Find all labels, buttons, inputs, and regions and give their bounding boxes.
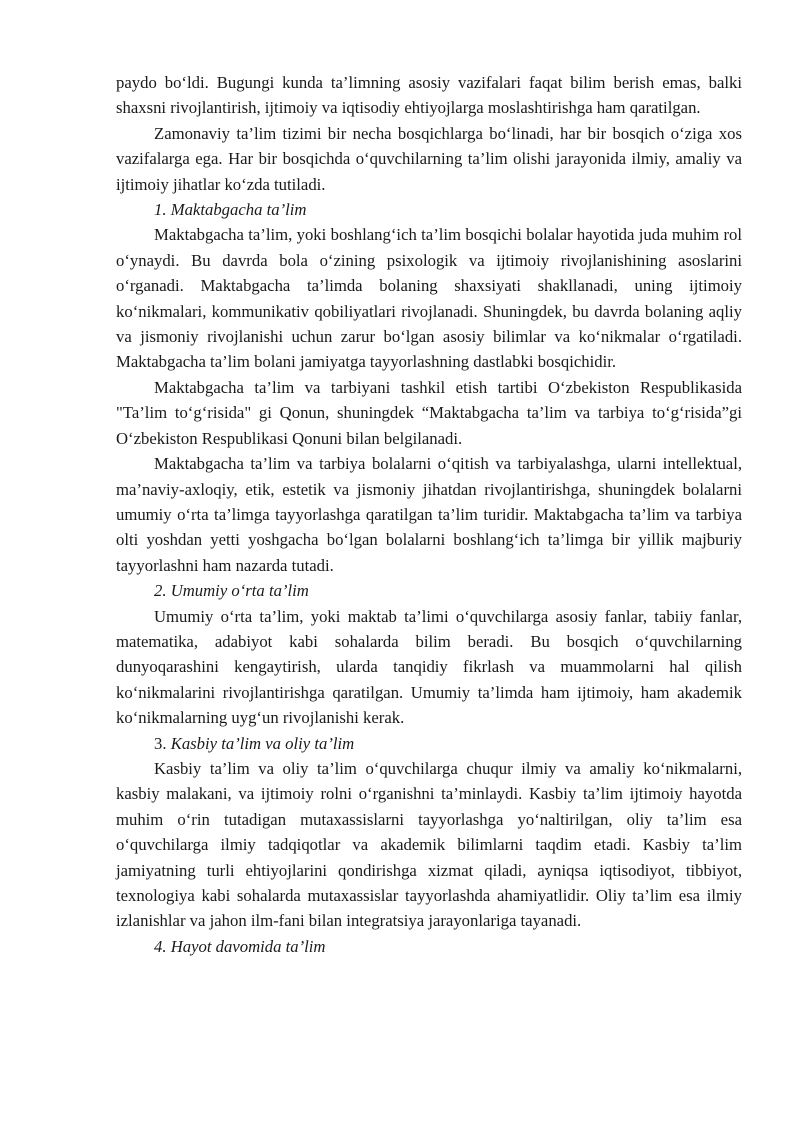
document-page <box>116 70 742 959</box>
paragraph-preschool-definition: Maktabgacha ta’lim va tarbiya bolalarni o‘qitish va tarbiyalashga, ularni intellektual, ma’naviy-axloqiy, etik, estetik va jismoniy jihatdan rivojlantirishga, shuningdek bolalarni umumiy o‘rta ta’limga tayyorlashga qaratilgan ta’lim turidir. Maktabgacha ta’lim va tarbiya olti yoshdan yetti yoshgacha bo‘lgan bolalarni boshlang‘ich ta’limga bir yillik majburiy tayyorlashni ham nazarda tutadi. <box>116 454 742 575</box>
section-title: Maktabgacha ta’lim <box>166 200 307 220</box>
section-title: Hayot davomida ta’lim <box>166 936 326 956</box>
paragraph-preschool-law: Maktabgacha ta’lim va tarbiyani tashkil etish tartibi O‘zbekiston Respublikasida "Ta’lim to‘g‘risida" gi Qonun, shuningdek “Maktabgacha ta’lim va tarbiya to‘g‘risida”gi O‘zbekiston Respublikasi Qonuni bilan belgilanadi. <box>116 377 742 448</box>
section-heading-lifelong <box>116 934 742 959</box>
section-number: 2. <box>154 581 167 601</box>
paragraph-vocational-higher: Kasbiy ta’lim va oliy ta’lim o‘quvchilarga chuqur ilmiy va amaliy ko‘nikmalarni, kasbiy malakani, va ijtimoiy rolni o‘rganishni ta’minlaydi. Kasbiy ta’lim ijtimoiy hayotda muhim o‘rin tutadigan mutaxassislarni tayyorlashga yo‘naltirilgan, oliy ta’lim esa o‘quvchilarga ilmiy tadqiqotlar va akademik bilimlarni taqdim etadi. Kasbiy ta’lim jamiyatning turli ehtiyojlarini qondirishga xizmat qiladi, ayniqsa iqtisodiyot, tibbiyot, texnologiya kabi sohalarda mutaxassislar tayyorlashda ahamiyatlidir. Oliy ta’lim esa ilmiy izlanishlar va jahon ilm-fani bilan integratsiya jarayonlariga tayanadi. <box>116 758 742 931</box>
section-number: 4. <box>154 936 167 956</box>
section-heading-preschool <box>116 197 742 222</box>
section-number: 3. <box>154 733 167 753</box>
section-heading-general-secondary <box>116 578 742 603</box>
paragraph-preschool-role: Maktabgacha ta’lim, yoki boshlang‘ich ta’lim bosqichi bolalar hayotida juda muhim rol o‘ynaydi. Bu davrda bola o‘zining psixologik va ijtimoiy rivojlanishining asoslarini o‘rganadi. Maktabgacha ta’limda bolaning shaxsiyati shakllanadi, uning ijtimoiy ko‘nikmalari, kommunikativ qobiliyatlari rivojlanadi. Shuningdek, bu davrda bolaning aqliy va jismoniy rivojlanishi uchun zarur bo‘lgan asosiy bilimlar va ko‘nikmalar o‘rgatiladi. Maktabgacha ta’lim bolani jamiyatga tayyorlashning dastlabki bosqichidir. <box>116 225 742 372</box>
section-title: Kasbiy ta’lim va oliy ta’lim <box>166 733 355 753</box>
section-heading-vocational-higher <box>116 731 742 756</box>
paragraph-intro-continuation: paydo bo‘ldi. Bugungi kunda ta’limning asosiy vazifalari faqat bilim berish emas, balki shaxsni rivojlantirish, ijtimoiy va iqtisodiy ehtiyojlarga moslashtirishga ham qaratilgan. <box>116 73 742 118</box>
paragraph-general-secondary: Umumiy o‘rta ta’lim, yoki maktab ta’limi o‘quvchilarga asosiy fanlar, tabiiy fanlar, matematika, adabiyot kabi sohalarda bilim beradi. Bu bosqich o‘quvchilarning dunyoqarashini kengaytirish, ularda tanqidiy fikrlash va muammolarni hal qilish ko‘nikmalarini rivojlantirishga qaratilgan. Umumiy ta’limda ham ijtimoiy, ham akademik ko‘nikmalarning uyg‘un rivojlanishi kerak. <box>116 606 742 728</box>
paragraph-education-stages: Zamonaviy ta’lim tizimi bir necha bosqichlarga bo‘linadi, har bir bosqich o‘ziga xos vazifalarga ega. Har bir bosqichda o‘quvchilarning ta’lim olishi jarayonida ilmiy, amaliy va ijtimoiy jihatlar ko‘zda tutiladi. <box>116 123 742 194</box>
section-number: 1. <box>154 200 167 220</box>
section-title: Umumiy o‘rta ta’lim <box>166 581 309 601</box>
